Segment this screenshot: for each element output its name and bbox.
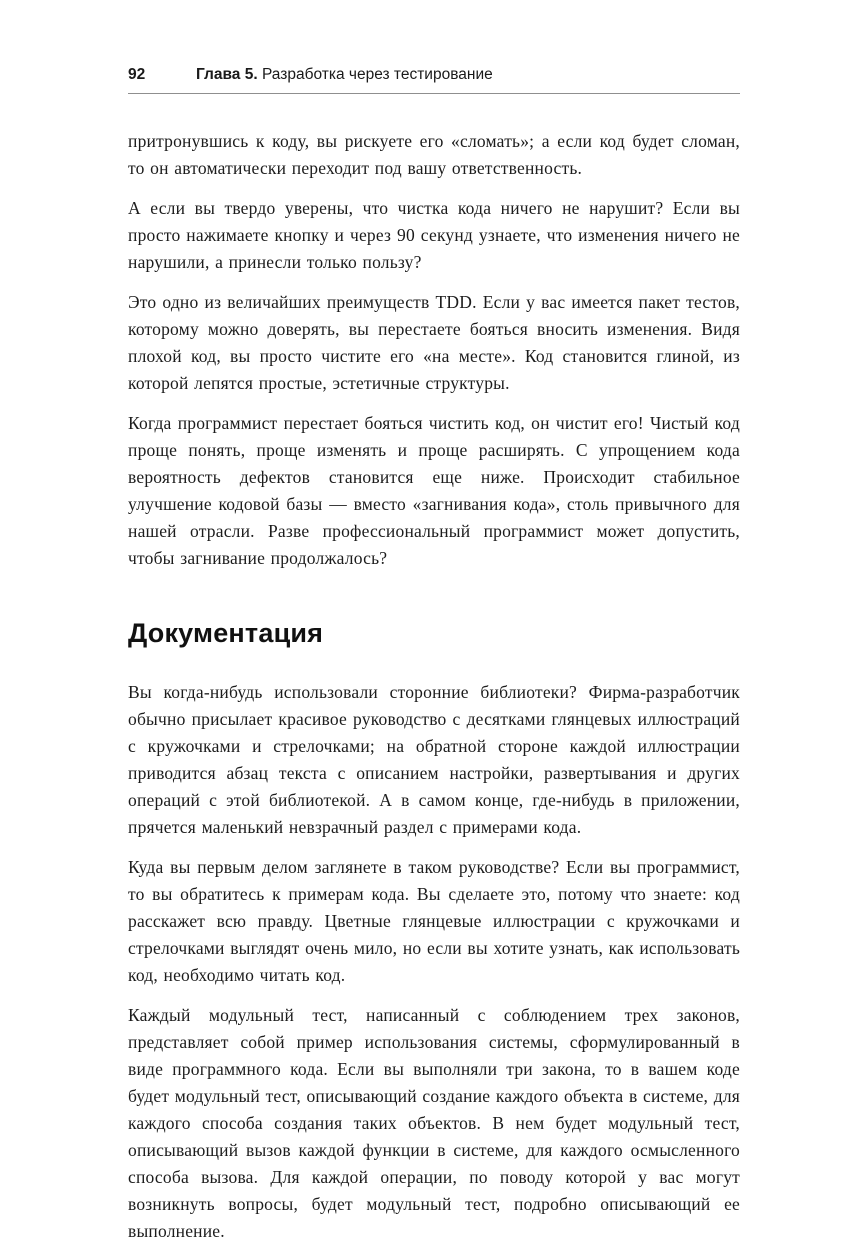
chapter-label: Глава 5. xyxy=(196,66,258,83)
paragraph: Когда программист перестает бояться чистить код, он чистит его! Чистый код проще понять, проще изменять и проще расширять. С упрощением кода вероятность дефектов становится еще ниже. Происходит стабильное улучшение кодовой базы — вместо «загнивания кода», столь привычного для нашей отрасли. Разве профессиональный программист может допустить, чтобы загнивание продолжалось? xyxy=(128,413,740,568)
paragraph: Вы когда-нибудь использовали сторонние библиотеки? Фирма-разработчик обычно присылает красивое руководство с десятками глянцевых иллюстраций с кружочками и стрелочками; на обратной стороне каждой иллюстрации приводится абзац текста с описанием настройки, развертывания и других операций с этой библиотекой. А в самом конце, где-нибудь в приложении, прячется маленький невзрачный раздел с примерами кода. xyxy=(128,682,740,837)
header-divider xyxy=(128,93,740,94)
page-content xyxy=(128,128,740,1245)
section-documentation xyxy=(128,679,740,1245)
section-intro xyxy=(128,128,740,572)
paragraph: притронувшись к коду, вы рискуете его «сломать»; а если код будет сломан, то он автоматически переходит под вашу ответственность. xyxy=(128,131,740,178)
paragraph: Это одно из величайших преимуществ TDD. Если у вас имеется пакет тестов, которому можно доверять, вы перестаете бояться вносить изменения. Видя плохой код, вы просто чистите его «на месте». Код становится глиной, из которой лепятся простые, эстетичные структуры. xyxy=(128,292,740,393)
paragraph: Каждый модульный тест, написанный с соблюдением трех законов, представляет собой пример использования системы, сформулированный в виде программного кода. Если вы выполняли три закона, то в вашем коде будет модульный тест, описывающий создание каждого объекта в системе, для каждого способа создания таких объектов. В нем будет модульный тест, описывающий вызов каждой функции в системе, для каждого осмысленного способа вызова. Для каждой операции, по поводу которой у вас могут возникнуть вопросы, будет модульный тест, подробно описывающий ее выполнение. xyxy=(128,1005,740,1241)
running-head xyxy=(196,66,493,84)
chapter-name: Разработка через тестирование xyxy=(261,66,493,83)
section-heading-documentation: Документация xyxy=(128,618,324,648)
paragraph: Куда вы первым делом заглянете в таком руководстве? Если вы программист, то вы обратитесь к примерам кода. Вы сделаете это, потому что знаете: код расскажет всю правду. Цветные глянцевые иллюстрации с кружочками и стрелочками выглядят очень мило, но если вы хотите узнать, как использовать код, необходимо читать код. xyxy=(128,857,740,985)
page-number: 92 xyxy=(128,66,146,83)
paragraph: А если вы твердо уверены, что чистка кода ничего не нарушит? Если вы просто нажимаете кнопку и через 90 секунд узнаете, что изменения ничего не нарушили, а принесли только пользу? xyxy=(128,198,740,272)
page-header xyxy=(128,66,740,84)
